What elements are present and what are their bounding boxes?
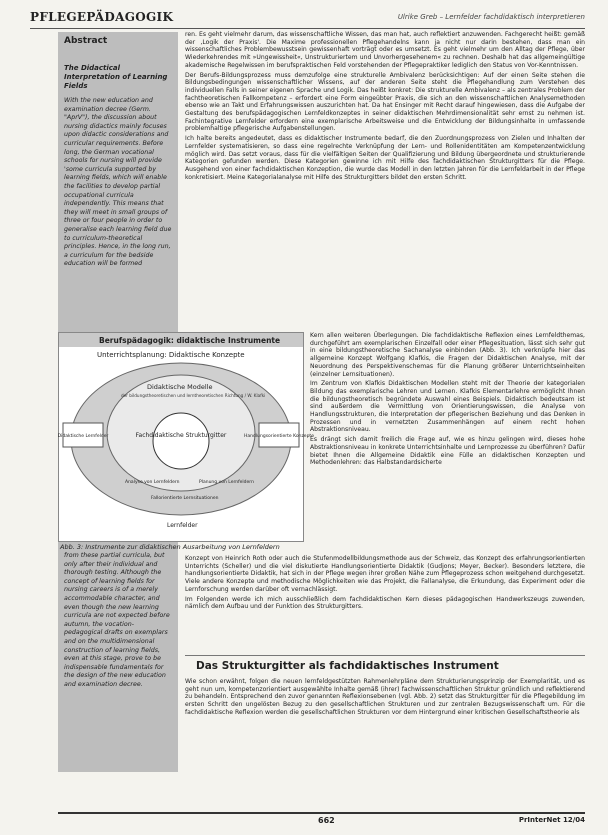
page-header — [30, 10, 585, 29]
models-sub: der bildungstheoretischen und lerntheoretischen Richtung / W. Klafki — [121, 393, 266, 398]
main-text — [185, 31, 585, 183]
paragraph: Im Folgenden werde ich mich ausschließlich dem fachdidaktischen Kern dieses pädagogischen Handwerkszeugs zuwenden, nämlich dem Aufbau und der Funktion des Strukturgitters. — [185, 595, 585, 611]
diagram-banner: Berufspädagogik: didaktische Instrumente — [99, 336, 281, 345]
bottom-text — [185, 555, 585, 611]
center-label: Fachdidaktische Strukturgitter — [135, 432, 227, 439]
right-box-label: Handlungsorientierte Konzepte — [244, 434, 314, 439]
diagram-top-title: Unterrichtsplanung: Didaktische Konzepte — [97, 351, 245, 359]
left-box-label: Didaktische Lernfelder — [57, 434, 109, 439]
paragraph: Im Zentrum von Klafkis Didaktischen Modellen steht mit der Theorie der kategorialen Bildung das exemplarische Lehren und Lernen. Klafkis Elementarlehre ermöglicht Ihnen die bildungstheoretisch begründete Auswahl eines Beispiels. Didaktisch bedeutsam ist sind außerdem die Vermittlung von Orientierungswissen, die Analyse von Handlungsstrukturen, die Interpretation der pflegerischen Beziehung und das Denken in Prozessen und in vernetzten Zusammenhängen auf einem recht hohen Abstraktionsniveau. — [310, 380, 585, 434]
abstract-subtitle: The Didactical Interpretation of Learning Fields — [64, 64, 168, 90]
section-heading: Das Strukturgitter als fachdidaktisches Instrument — [196, 660, 499, 672]
center-circle — [153, 413, 209, 469]
section-divider — [185, 655, 585, 656]
journal-brand: PFLEGEPÄDAGOGIK — [30, 10, 174, 24]
journal-issue: PrInterNet 12/04 — [518, 816, 585, 824]
section-text: Wie schon erwähnt, folgen die neuen lernfeldgestützten Rahmenlehrpläne dem Strukturierungsprinzip der Exemplarität, und es geht nun um, kompetenzorientiert ausgewählte Inhalte gemäß (ihrer) fachwissenschaftlichen Struktur gründlich und reflektierend zu behandeln. Entsprechend den zuvor genannten Reflexionsebenen (vgl. Abb. 2) setzt das Strukturgitter für die Pflegebildung im ersten Schritt den ungelösten Bezug zu den gesellschaftlichen Strukturen und zur zentralen Bezugswissenschaft um. Für die fachdidaktische Reflexion werden die gesellschaftlichen Strukturen vor dem Hintergrund einer kritischen Gesellschaftstheorie als — [185, 678, 585, 716]
abstract-text-bottom: from these partial curricula, but only after their individual and thorough testing. Although the concept of learning fields for nursing careers is of a merely accommodable character, and even though the new learning curricula are not expected before autumn, the vocation-pedagogical drafts on exemplars and on the multidimensional construction of learning fields, even at this stage, prove to be indispensable fundamentals for the design of the new education and examination decree. — [64, 552, 170, 688]
paragraph: Der Berufs-Bildungsprozess muss demzufolge eine strukturelle Ambivalenz berücksichtigen: Auf der einen Seite stehen die Bildungsbedingungen wissenschaftlicher Wissens, auf der anderen Seite steht die Pflegehandlung zum Verstehen des individuellen Falls in seiner eigenen Sprache und Logik. Das heißt konkret: Die strukturelle Ambivalenz – als zentrales Problem der fachtheoretischen Fallkompetenz – erfordert eine Form eingeübter Praxis, die sich an den wissenschaftlichen Analysemethoden ebenso wie an Takt und Erfahrungswissen auszurichten hat. Da hat Ensinger mit Recht darauf hingewiesen, dass die Aufgabe der Gestaltung des berufspädagogischen Lernfeldkonzeptes in seiner didaktischen Mehrdimensionalität sehr ernst zu nehmen ist. Fachintegrative Lernfelder erfordern eine exemplarische Arbeitsweise und die Entwicklung der Bildungsinhalte in umfassende problemhaltige pflegerische Aufgabenstellungen. — [185, 71, 585, 133]
bottom-left-label: Analyse von Lernfeldern — [125, 480, 180, 485]
page-number: 662 — [318, 816, 335, 825]
diagram-footer-label: Lernfelder — [167, 522, 198, 529]
figure-caption: Abb. 3: Instrumente zur didaktischen Ausarbeitung von Lernfeldern — [60, 543, 280, 551]
bottom-center-label: Fallorientierte Lernsituationen — [151, 496, 219, 501]
paragraph: ren. Es geht vielmehr darum, das wissenschaftliche Wissen, das man hat, auch reflektiert anzuwenden. Fachgerecht heißt: gemäß der ‚Logik der Praxis'. Die Maxime professionellen Pflegehandelns kann ja nicht nur darin bestehen, dass man ein wissenschaftliches Problembewusstsein gewissenhaft vorträgt oder es umsetzt. Es geht vielmehr um den Alltag der Pflege, über Wiederkehrendes mit »Ungewissheit«, Unstrukturiertem und Unvorhergesehenem« zu rechnen. Deshalb hat das allgemeingültige akademische Regelwissen im berufspraktischen Feld vorstehenden der Pflegepraktiker lediglich den Status von Vor-Kenntnissen. — [185, 31, 585, 69]
running-title: Ulrike Greb – Lernfelder fachdidaktisch interpretieren — [397, 13, 585, 21]
paragraph: Ich halte bereits angedeutet, dass es didaktischer Instrumente bedarf, die den Zuordnungsprozess von Zielen und Inhalten der Lernfelder systematisieren, so dass eine regelrechte Verknüpfung der Lern- und Rollenidentitäten am Kompetenzentwicklung möglich wird. Das setzt voraus, dass für die vielfältigen Seiten der Qualifizierung und Bildung übergeordnete und strukturierende Kategorien gefunden werden. Diese Kategorien gewinne ich mit Hilfe des fachdidaktischen Strukturgitters für die Pflege. Ausgehend von einer fachdidaktischen Konzeption, die wurde das Modell in den letzten Jahren für die Lernfeldarbeit in der Pflege konkretisiert. Meine Kategorialanalyse mit Hilfe des Strukturgitters bildet den ersten Schritt. — [185, 135, 585, 181]
models-title: Didaktische Modelle — [147, 383, 213, 391]
figure-diagram — [57, 332, 314, 542]
paragraph: Konzept von Heinrich Roth oder auch die Stufenmodellbildungsmethode aus der Schweiz, das Konzept des erfahrungsorientierten Unterrichts (Scheller) und die viel diskutierte Handlungsorientierte Didaktik (Gudjons; Meyer, Becker). Besonders letztere, die handlungsorientierte Didaktik, hat sich in der Pflege wegen ihrer großen Nähe zum Pflegeprozess schon weitgehend durchgesetzt. Viele andere Konzepte und methodische Möglichkeiten wie das Projekt, die Fallanalyse, die Erkundung, das Experiment oder die Lernforschung werden darüber oft vernachlässigt. — [185, 555, 585, 593]
abstract-heading: Abstract — [64, 36, 108, 46]
right-column-text — [310, 332, 585, 467]
paragraph: Kern allen weiteren Überlegungen. Die fachdidaktische Reflexion eines Lernfeldthemas, durchgeführt am exemplarischen Einzelfall oder einer Pflegesituation, lässt sich sehr gut in eine bildungstheoretische Sachanalyse einbinden (Abb. 3). Ich verknüpfe hier das allgemeine Konzept Wolfgang Klafkis, die Fragen der Didaktischen Analyse, mit der Neuordnung des Perspektivenschemas für die Planung größerer Unterrichtseinheiten (einzelner Lernsituationen). — [310, 332, 585, 378]
bottom-right-label: Planung von Lernfeldern — [199, 480, 254, 485]
paragraph: Es drängt sich damit freilich die Frage auf, wie es hinzu gelingen wird, dieses hohe Abstraktionsniveau in konkrete Unterrichtsinhalte und Lernprozesse zu überführen? Dafür bietet Ihnen die Allgemeine Didaktik eine Fülle an didaktischen Konzepten und Methodenlehren: das Halbstandardsicherte — [310, 436, 585, 467]
abstract-text-top: With the new education and examination decree (Germ. "AprV"), the discussion about nursing didactics mainly focuses upon didactic considerations and curricular requirements. Before long, the German vocational schools for nursing will provide 'some curricula supported by learning fields, which will enable the facilities to develop partial occupational curricula independently. This means that they will meet in small groups of three or four people in order to generalise each learning field due to curriculum-theoretical principles. Hence, in the long run, a curriculum for the bedside education will be formed — [64, 97, 172, 268]
diagram-svg — [57, 333, 314, 541]
page-footer — [58, 812, 585, 824]
